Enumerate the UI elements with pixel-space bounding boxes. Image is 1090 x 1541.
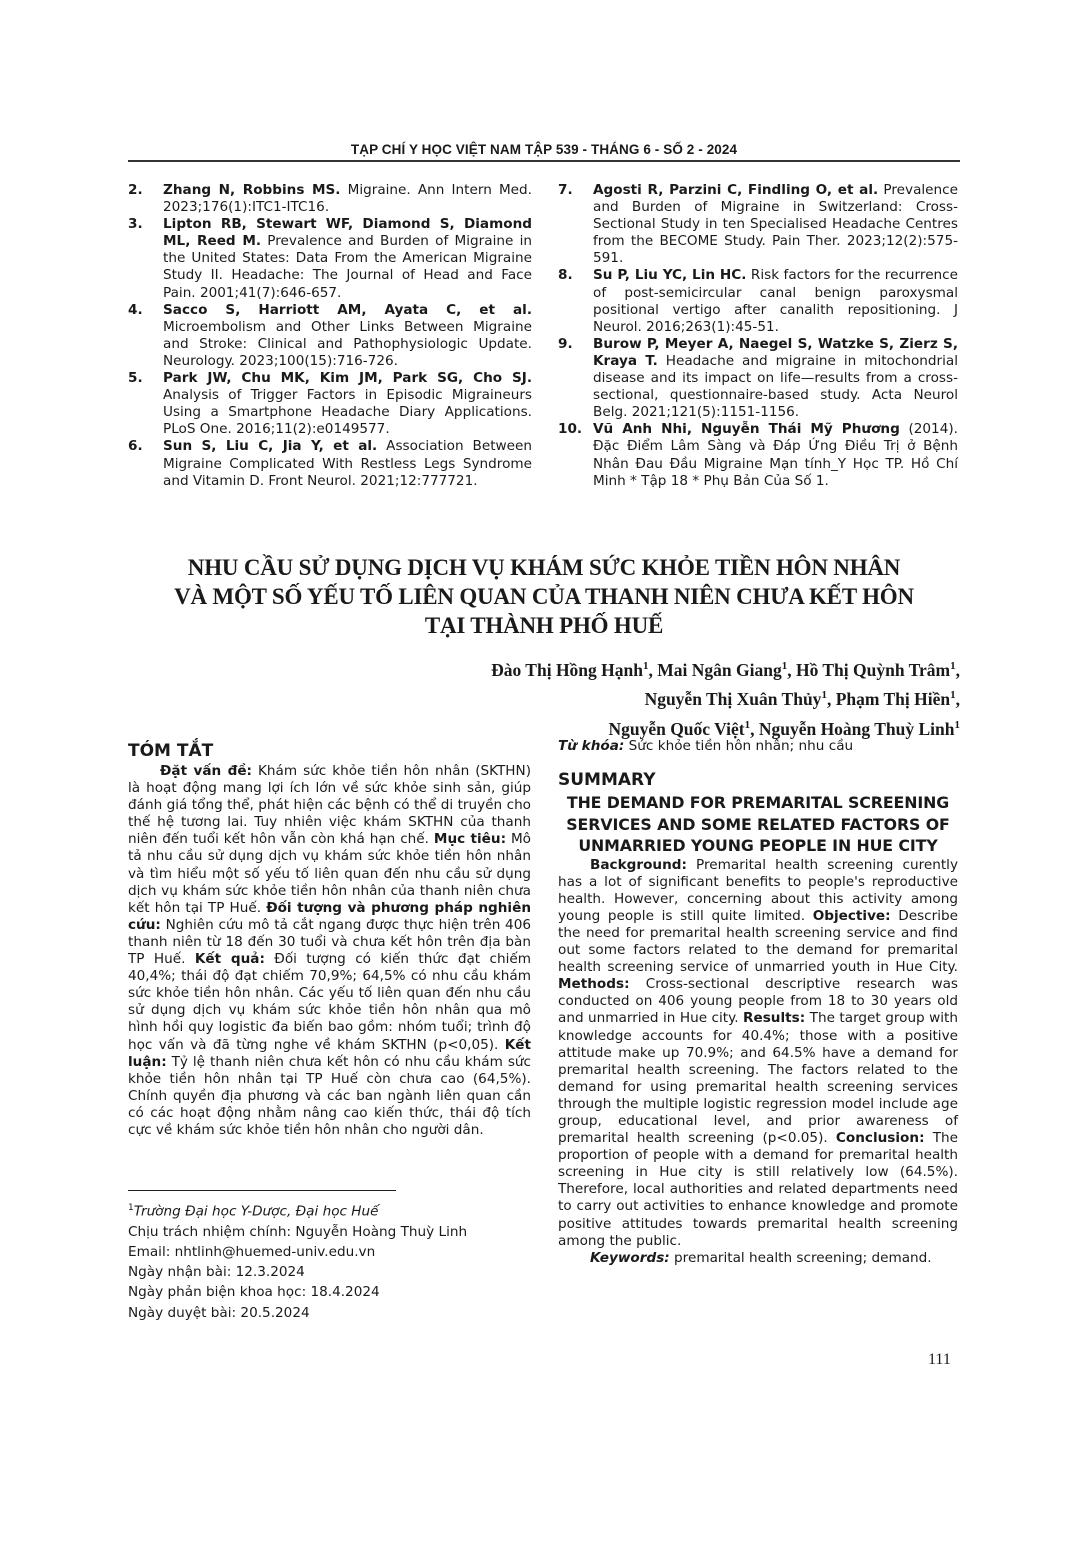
reference-number: 2. — [128, 182, 143, 198]
objective-text: Describe the need for premarital health screening service and find out some factors related to the demand for premarital health screening service of unmarried youth in Hue City. — [558, 907, 958, 976]
reference-number: 3. — [128, 216, 143, 233]
journal-header: TẠP CHÍ Y HỌC VIỆT NAM TẬP 539 - THÁNG 6 - SỐ 2 - 2024 — [350, 142, 738, 157]
reference-item — [558, 336, 958, 421]
affiliation — [128, 1198, 467, 1222]
reference-details: Analysis of Trigger Factors in Episodic Migraineurs Using a Smartphone Headache Diary Applications. PLoS One. 2016;11(2):e0149577. — [163, 387, 532, 438]
author-name: Phạm Thị Hiền — [835, 689, 951, 710]
conclusion-label: Kết luận: — [128, 1036, 531, 1070]
reference-authors: Burow P, Meyer A, Naegel S, Watzke S, Zierz S, Kraya T. — [593, 335, 958, 369]
results-text: The target group with knowledge accounts for 40.4%; those with a positive attitude make up 70.9%; and 64.5% have a demand for premarital health screening. The factors related to the demand for using premarital health screening services through the multiple logistic regression model include age group, educational level, and prior awareness of premarital health screening (p<0.05). — [558, 1010, 958, 1147]
header-rule — [128, 160, 960, 162]
abstract-body — [128, 763, 531, 1200]
author-separator: , — [648, 659, 658, 680]
footnote — [128, 1198, 467, 1323]
results-label: Results: — [743, 1010, 806, 1027]
methods-text: Cross-sectional descriptive research was conducted on 406 young people from 18 to 30 years old and unmarried in Hue city. — [558, 976, 958, 1027]
author-affiliation: 1 — [950, 689, 956, 702]
author-separator: , — [787, 659, 796, 680]
reference-authors: Lipton RB, Stewart WF, Diamond S, Diamond ML, Reed M. — [163, 216, 532, 250]
keywords-en-label: Keywords: — [590, 1249, 670, 1266]
english-title: THE DEMAND FOR PREMARITAL SCREENING SERVICES AND SOME RELATED FACTORS OF UNMARRIED YOUNG PEOPLE IN HUE CITY — [566, 793, 950, 856]
accepted-date: Ngày duyệt bài: 20.5.2024 — [128, 1304, 310, 1321]
objective-label: Objective: — [812, 907, 891, 924]
keywords-vi-label: Từ khóa: — [558, 738, 625, 754]
reference-authors: Sacco S, Harriott AM, Ayata C, et al. — [163, 301, 532, 318]
background-text: Khám sức khỏe tiền hôn nhân (SKTHN) là hoạt động mang lợi ích lớn về sức khỏe sinh sản, giúp đánh giá tổng thể, phát hiện các bệnh có thể di truyền cho thế hệ tương lai. Tuy nhiên việc khám SKTHN của thanh niên đến tuổi kết hôn vẫn còn khá hạn chế. — [128, 763, 531, 848]
results-label: Kết quả: — [194, 951, 265, 968]
background-label: Đặt vấn đề: — [160, 763, 252, 779]
reference-number: 10. — [558, 421, 583, 438]
reference-number: 8. — [558, 267, 573, 284]
author-name: Nguyễn Thị Xuân Thủy — [644, 689, 822, 710]
reference-authors: Zhang N, Robbins MS. — [163, 182, 341, 198]
author-separator: , — [826, 689, 836, 710]
reference-item — [128, 438, 532, 489]
author-line — [300, 654, 960, 683]
reference-item — [558, 182, 958, 267]
reference-item — [558, 421, 958, 489]
corresponding-author: Chịu trách nhiệm chính: Nguyễn Hoàng Thuỳ Linh — [128, 1223, 468, 1240]
reference-number: 9. — [558, 335, 573, 352]
reference-details: Migraine. Ann Intern Med. 2023;176(1):ITC1-ITC16. — [163, 182, 532, 216]
methods-label: Methods: — [558, 976, 630, 993]
author-separator: , — [955, 659, 960, 680]
reference-authors: Sun S, Liu C, Jia Y, et al. — [163, 438, 378, 455]
author-list — [300, 654, 960, 742]
objective-label: Mục tiêu: — [433, 831, 507, 848]
author-line — [300, 683, 960, 712]
methods-label: Đối tượng và phương pháp nghiên cứu: — [128, 899, 531, 933]
reference-details: Microembolism and Other Links Between Migraine and Stroke: Clinical and Pathophysiologic Update. Neurology. 2023;100(15):716-726. — [163, 318, 532, 369]
email: Email: nhtlinh@huemed-univ.edu.vn — [128, 1243, 376, 1260]
reference-authors: Park JW, Chu MK, Kim JM, Park SG, Cho SJ. — [163, 370, 532, 387]
article-title-line: NHU CẦU SỬ DỤNG DỊCH VỤ KHÁM SỨC KHỎE TIỀN HÔN NHÂN — [187, 555, 901, 580]
references-right-column — [558, 182, 958, 490]
author-name: Mai Ngân Giang — [657, 659, 782, 680]
reference-list-right — [558, 182, 958, 490]
keywords-vi-text: Sức khỏe tiền hôn nhân; nhu cầu — [624, 738, 854, 754]
author-affiliation: 1 — [954, 718, 960, 731]
reference-item — [128, 182, 532, 216]
reference-item — [128, 216, 532, 301]
article-title-line: TẠI THÀNH PHỐ HUẾ — [424, 613, 664, 638]
author-name: Nguyễn Quốc Việt — [608, 718, 745, 739]
author-name: Nguyễn Hoàng Thuỳ Linh — [758, 718, 955, 739]
article-title-line: VÀ MỘT SỐ YẾU TỐ LIÊN QUAN CỦA THANH NIÊN CHƯA KẾT HÔN — [174, 584, 914, 609]
methods-text: Nghiên cứu mô tả cắt ngang được thực hiện trên 406 thanh niên từ 18 đến 30 tuổi và chưa kết hôn trên địa bàn TP Huế. — [128, 916, 531, 968]
author-separator: , — [955, 689, 960, 710]
author-affiliation: 1 — [744, 718, 751, 731]
reference-number: 6. — [128, 438, 143, 455]
author-separator: , — [750, 718, 759, 739]
reference-item — [128, 370, 532, 438]
references-left-column — [128, 182, 532, 490]
reference-item — [558, 267, 958, 335]
conclusion-label: Conclusion: — [835, 1130, 925, 1147]
summary-body — [558, 857, 958, 1250]
reference-number: 5. — [128, 370, 143, 387]
author-name: Đào Thị Hồng Hạnh — [491, 659, 643, 680]
background-text: Premarital health screening curently has a lot of significant benefits to people's reproductive health. However, concerning about this activity among young people is still quite limited. — [558, 856, 958, 924]
author-affiliation: 1 — [781, 660, 788, 672]
keywords-en-text: premarital health screening; demand. — [669, 1249, 932, 1266]
background-label: Background: — [590, 856, 687, 873]
reference-number: 7. — [558, 182, 573, 198]
objective-text: Mô tả nhu cầu sử dụng dịch vụ khám sức khỏe tiền hôn nhân và tìm hiểu một số yếu tố liên quan đến nhu cầu sử dụng dịch vụ khám sức khỏe tiền hôn nhân của thanh niên chưa kết hôn tại TP Huế. — [128, 831, 531, 916]
affiliation-number: 1 — [128, 1203, 134, 1213]
article-title — [128, 553, 960, 640]
affiliation-text: Trường Đại học Y-Dược, Đại học Huế — [133, 1203, 379, 1220]
keywords-en — [558, 1250, 958, 1267]
author-affiliation: 1 — [643, 660, 649, 672]
conclusion-text: The proportion of people with a demand for premarital health screening in Hue city is still relatively low (64.5%). Therefore, local authorities and related departments need to carry out activities to enhance knowledge and promote positive attitudes towards premarital health screening among the public. — [558, 1130, 958, 1249]
author-name: Hồ Thị Quỳnh Trâm — [795, 659, 951, 680]
author-affiliation: 1 — [950, 660, 956, 672]
page-number: 111 — [928, 1351, 951, 1368]
abstract-right-column — [558, 738, 958, 1267]
reference-details: Prevalence and Burden of Migraine in the United States: Data From the American Migraine Study II. Headache: The Journal of Head and Face Pain. 2001;41(7):646-657. — [163, 233, 532, 301]
received-date: Ngày nhận bài: 12.3.2024 — [128, 1264, 305, 1281]
keywords-vi — [558, 738, 958, 755]
review-date: Ngày phản biện khoa học: 18.4.2024 — [128, 1284, 380, 1301]
reference-authors: Vũ Anh Nhi, Nguyễn Thái Mỹ Phương — [593, 421, 900, 438]
reference-authors: Agosti R, Parzini C, Findling O, et al. — [593, 182, 879, 198]
reference-details: Prevalence and Burden of Migraine in Switzerland: Cross-Sectional Study in ten Specialised Headache Centres from the BECOME Study. Pain Ther. 2023;12(2):575-591. — [593, 182, 958, 267]
results-text: Đối tượng có kiến thức đạt chiếm 40,4%; thái độ đạt chiếm 70,9%; 64,5% có nhu cầu khám sức khỏe tiền hôn nhân. Các yếu tố liên quan đến nhu cầu sử dụng dịch vụ khám sức khỏe tiền hôn nhân qua mô hình hồi quy logistic đa biến bao gồm: nhóm tuổi; trình độ học vấn và đã từng nghe về khám SKTHN (p<0,05). — [128, 951, 531, 1053]
reference-details: Association Between Migraine Complicated With Restless Legs Syndrome and Vitamin D. Front Neurol. 2021;12:777721. — [163, 438, 532, 489]
reference-details: (2014). Đặc Điểm Lâm Sàng và Đáp Ứng Điều Trị ở Bệnh Nhân Đau Đầu Migraine Mạn tính_Y Học TP. Hồ Chí Minh * Tập 18 * Phụ Bản Của Số 1. — [593, 421, 958, 489]
reference-list-left — [128, 182, 532, 490]
summary-heading: SUMMARY — [558, 770, 656, 791]
abstract-heading: TÓM TẮT — [128, 741, 214, 761]
reference-details: Headache and migraine in mitochondrial disease and its impact on life—results from a cross-sectional, questionnaire-based study. Acta Neurol Belg. 2021;121(5):1151-1156. — [593, 352, 958, 421]
conclusion-text: Tỷ lệ thanh niên chưa kết hôn có nhu cầu khám sức khỏe tiền hôn nhân tại TP Huế còn chưa cao (64,5%). Chính quyền địa phương và các ban ngành liên quan cần có các hoạt động nhằm nâng cao kiến thức, thái độ tích cực về khám sức khỏe tiền hôn nhân cho người dân. — [128, 1053, 531, 1138]
footnote-rule — [128, 1190, 396, 1191]
abstract-vietnamese — [128, 740, 531, 1200]
reference-details: Risk factors for the recurrence of post-semicircular canal benign paroxysmal positional vertigo after canalith repositioning. J Neurol. 2016;263(1):45-51. — [593, 267, 959, 335]
reference-item — [128, 302, 532, 370]
reference-authors: Su P, Liu YC, Lin HC. — [593, 267, 747, 284]
reference-number: 4. — [128, 301, 143, 318]
author-affiliation: 1 — [821, 689, 827, 702]
